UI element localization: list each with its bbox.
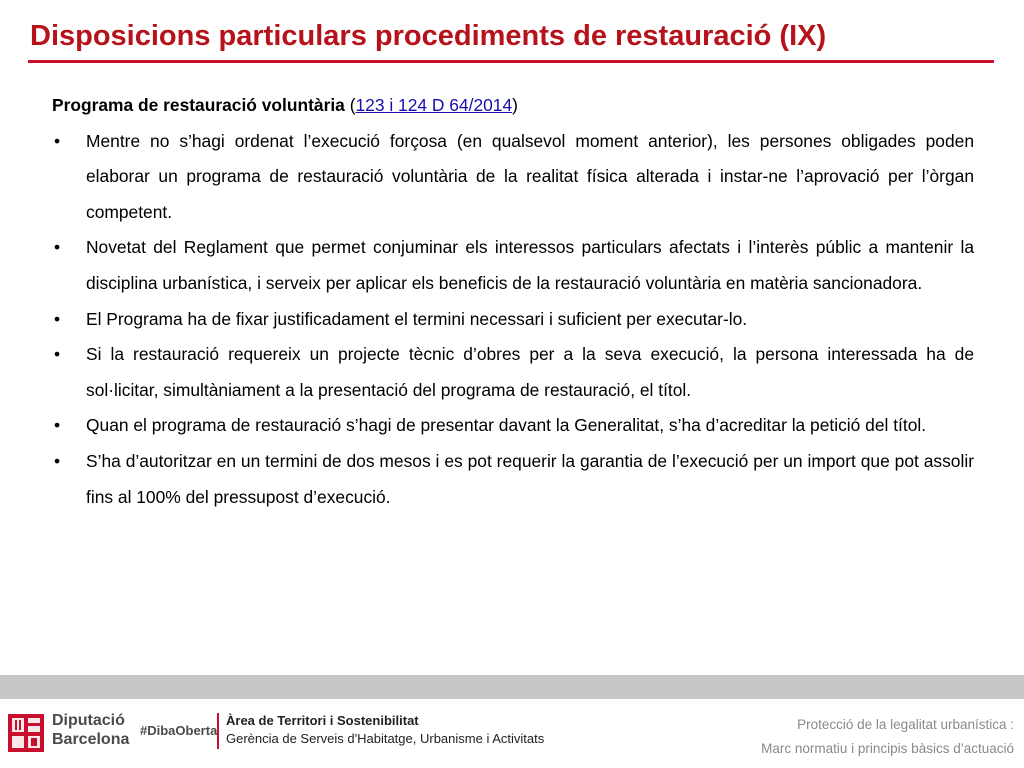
area-title: Àrea de Territori i Sostenibilitat <box>226 713 419 728</box>
slide-title: Disposicions particulars procediments de restauració (IX) <box>30 20 827 52</box>
bullet-glyph: • <box>54 308 61 329</box>
intro-open-paren: ( <box>344 95 356 115</box>
bullet-text: Novetat del Reglament que permet conjuminar els interessos particulars afectats i l’interès públic a mantenir la disciplina urbanística, i serveix per aplicar els beneficis de la restauració voluntària en matèria sancionadora. <box>86 237 974 293</box>
bullet-item <box>52 230 974 301</box>
hashtag: #DibaOberta <box>140 723 218 738</box>
bullet-glyph: • <box>54 344 61 365</box>
bullet-text: Mentre no s’hagi ordenat l’execució forçosa (en qualsevol moment anterior), les persones obligades poden elaborar un programa de restauració voluntària de la realitat física alterada i instar-ne l’aprovació per l’òrgan competent. <box>86 130 974 222</box>
bullet-item <box>52 444 974 515</box>
title-divider <box>28 60 994 63</box>
bullet-glyph: • <box>54 450 61 471</box>
bullet-text: Quan el programa de restauració s’hagi de presentar davant la Generalitat, s’ha d’acreditar la petició del títol. <box>86 415 927 436</box>
logo-text <box>52 711 129 749</box>
regulation-link[interactable]: 123 i 124 D 64/2014 <box>355 95 513 115</box>
logo-line2: Barcelona <box>52 731 130 748</box>
area-info <box>226 712 544 748</box>
presentation-subtitle-line1: Protecció de la legalitat urbanística : <box>797 717 1014 732</box>
bullet-glyph: • <box>54 130 61 151</box>
bullet-list <box>52 124 974 516</box>
area-subtitle: Gerència de Serveis d'Habitatge, Urbanisme i Activitats <box>226 731 545 746</box>
intro-line <box>52 88 974 124</box>
footer-band <box>0 675 1024 699</box>
bullet-glyph: • <box>54 415 61 436</box>
bullet-text: S’ha d’autoritzar en un termini de dos mesos i es pot requerir la garantia de l’execució per un import que pot assolir fins al 100% del pressupost d’execució. <box>86 450 974 507</box>
diputacio-logo-icon <box>8 714 44 752</box>
intro-label: Programa de restauració voluntària <box>52 95 345 115</box>
slide-content <box>52 88 974 515</box>
bullet-text: El Programa ha de fixar justificadament el termini necessari i suficient per executar-lo. <box>86 308 748 329</box>
footer-divider <box>217 713 219 749</box>
bullet-item <box>52 124 974 231</box>
bullet-item <box>52 302 974 338</box>
presentation-subtitle <box>761 713 1014 761</box>
presentation-subtitle-line2: Marc normatiu i principis bàsics d’actuació <box>761 741 1014 756</box>
intro-close-paren: ) <box>512 95 518 115</box>
bullet-item <box>52 337 974 408</box>
logo-line1: Diputació <box>52 712 125 729</box>
bullet-glyph: • <box>54 237 61 258</box>
bullet-item <box>52 408 974 444</box>
bullet-text: Si la restauració requereix un projecte tècnic d’obres per a la seva execució, la persona interessada ha de sol·licitar, simultàniament a la presentació del programa de restauració, el títol. <box>86 344 974 400</box>
